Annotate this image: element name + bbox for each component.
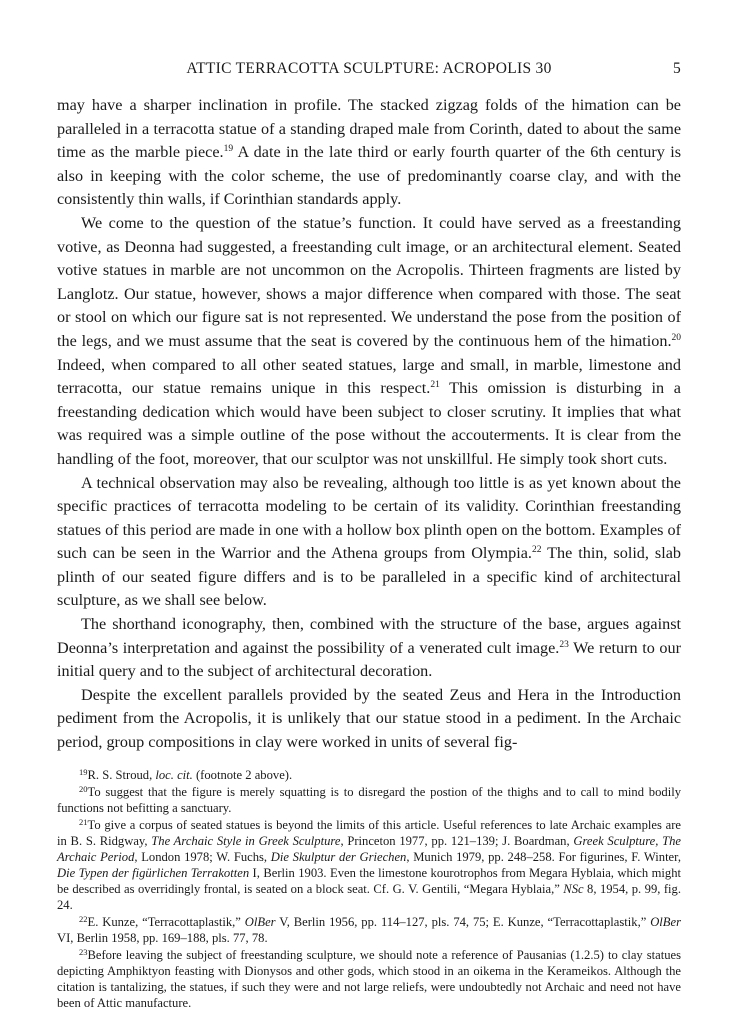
footnote-ref-22[interactable]: 22 [531, 545, 542, 556]
footnote-number: 20 [79, 783, 88, 794]
footnote-text: VI, Berlin 1958, pp. 169–188, pls. 77, 78. [57, 930, 268, 945]
footnote-ref-21[interactable]: 21 [430, 380, 440, 391]
footnote-italic: loc. cit. [155, 767, 193, 782]
footnote-text: R. S. Stroud, [87, 767, 156, 782]
footnote-text: V, Berlin 1956, pp. 114–127, pls. 74, 75; E. Kunze, “Terracottaplastik,” [275, 914, 651, 929]
footnote-text: 8, 1954, p. 99, fig. 24. [57, 881, 681, 912]
paragraph-text: may have a sharper inclination in profile. The stacked zigzag folds of the himation can be paralleled in a terracotta statue of a standing draped male from Corinth, dated to about the same time as the marble piece. [57, 96, 681, 162]
paragraph-3 [57, 472, 681, 614]
footnote-19 [57, 767, 681, 783]
paragraph-2 [57, 212, 681, 472]
footnote-number: 19 [79, 766, 88, 777]
paragraph-5 [57, 684, 681, 755]
footnote-text: , Princeton 1977, pp. 121–139; J. Boardman, [340, 833, 574, 848]
footnote-italic: The Archaic Style in Greek Sculpture [151, 833, 341, 848]
paragraph-text: A technical observation may also be revealing, although too little is as yet known about the specific practices of terracotta modeling to be certain of its validity. Corinthian freestanding statues of this period are made in one with a hollow box plinth open on the bottom. Examples of such can be seen in the Warrior and the Athena groups from Olympia. [57, 473, 681, 563]
footnote-number: 22 [79, 913, 88, 924]
footnote-italic: OlBer [650, 914, 681, 929]
footnote-italic: NSc [563, 881, 584, 896]
footnote-ref-19[interactable]: 19 [223, 144, 234, 155]
footnote-21 [57, 817, 681, 913]
footnote-text: (footnote 2 above). [192, 767, 293, 782]
footnote-italic: Die Typen der figürlichen Terrakotten [57, 865, 250, 880]
paragraph-text: We come to the question of the statue’s function. It could have served as a freestanding votive, as Deonna had suggested, a freestanding cult image, or an architectural element. Seated votive statues in marble are not uncommon on the Acropolis. Thirteen fragments are listed by Langlotz. Our statue, however, shows a major difference when compared with those. The seat or stool on which our figure sat is not represented. We understand the pose from the position of the legs, and we must assume that the seat is covered by the continuous hem of the himation. [57, 213, 681, 350]
footnote-italic: Die Skulptur der Griechen [270, 849, 407, 864]
paragraph-1 [57, 94, 681, 212]
footnote-22 [57, 914, 681, 946]
page-number: 5 [672, 60, 681, 77]
footnote-text: , London 1978; W. Fuchs, [134, 849, 271, 864]
footnote-text: Before leaving the subject of freestanding sculpture, we should note a reference of Pausanias (1.2.5) to clay statues depicting Amphiktyon feasting with Dionysos and other gods, which stood in an oikema in the Kerameikos. Although the citation is tantalizing, the statues, if such they were and not large reliefs, were undoubtedly not Archaic and need not have been of Attic manufacture. [57, 947, 681, 1010]
footnote-text: To give a corpus of seated statues is beyond the limits of this article. Useful references to late Archaic examples are in B. S. Ridgway, [57, 817, 681, 848]
paragraph-text: The thin, solid, slab plinth of our seated figure differs and is to be paralleled in a specific kind of architectural sculpture, as we shall see below. [57, 544, 681, 610]
paragraph-text: Despite the excellent parallels provided by the seated Zeus and Hera in the Introduction pediment from the Acropolis, it is unlikely that our statue stood in a pediment. In the Archaic period, group compositions in clay were worked in units of several fig- [57, 685, 681, 752]
footnote-number: 23 [79, 946, 88, 957]
paragraph-text: We return to our initial query and to the subject of architectural decoration. [57, 638, 681, 681]
footnote-text: To suggest that the figure is merely squatting is to disregard the postion of the thighs and to call to mind bodily functions not befitting a sanctuary. [57, 784, 681, 815]
paragraph-text: The shorthand iconography, then, combined with the structure of the base, argues against Deonna’s interpretation and against the possibility of a venerated cult image. [57, 615, 681, 657]
footnote-20 [57, 784, 681, 816]
footnotes [57, 767, 681, 1011]
footnote-ref-23[interactable]: 23 [559, 639, 569, 650]
paragraph-text: Indeed, when compared to all other seated statues, large and small, in marble, limestone and terracotta, our statue remains unique in this respect. [57, 355, 681, 398]
footnote-text: I, Berlin 1903. Even the limestone kourotrophos from Megara Hyblaia, which might be described as overridingly frontal, is seated on a block seat. Cf. G. V. Gentili, “Megara Hyblaia,” [57, 865, 681, 896]
footnote-text: E. Kunze, “Terracottaplastik,” [87, 914, 245, 929]
body-text [57, 94, 681, 755]
page [57, 56, 681, 1012]
footnote-text: , Munich 1979, pp. 248–258. For figurines, F. Winter, [406, 849, 681, 864]
footnote-number: 21 [79, 816, 88, 827]
running-head-title: ATTIC TERRACOTTA SCULPTURE: ACROPOLIS 30 [186, 60, 552, 77]
paragraph-text: A date in the late third or early fourth quarter of the 6th century is also in keeping with the color scheme, the use of predominantly coarse clay, and with the consistently thin walls, if Corinthian standards apply. [57, 143, 682, 209]
footnote-italic: Greek Sculpture, The Archaic Period [57, 833, 681, 864]
paragraph-4 [57, 613, 681, 684]
running-head [57, 56, 681, 80]
footnote-italic: OlBer [244, 914, 276, 929]
footnote-ref-20[interactable]: 20 [671, 332, 681, 343]
footnote-23 [57, 947, 681, 1011]
paragraph-text: This omission is disturbing in a freestanding dedication which would have been subject to closer scrutiny. It implies that what was required was a simple outline of the pose without the accouterments. It is clear from the handling of the foot, moreover, that our sculptor was not unskillful. He simply took short cuts. [57, 379, 681, 468]
